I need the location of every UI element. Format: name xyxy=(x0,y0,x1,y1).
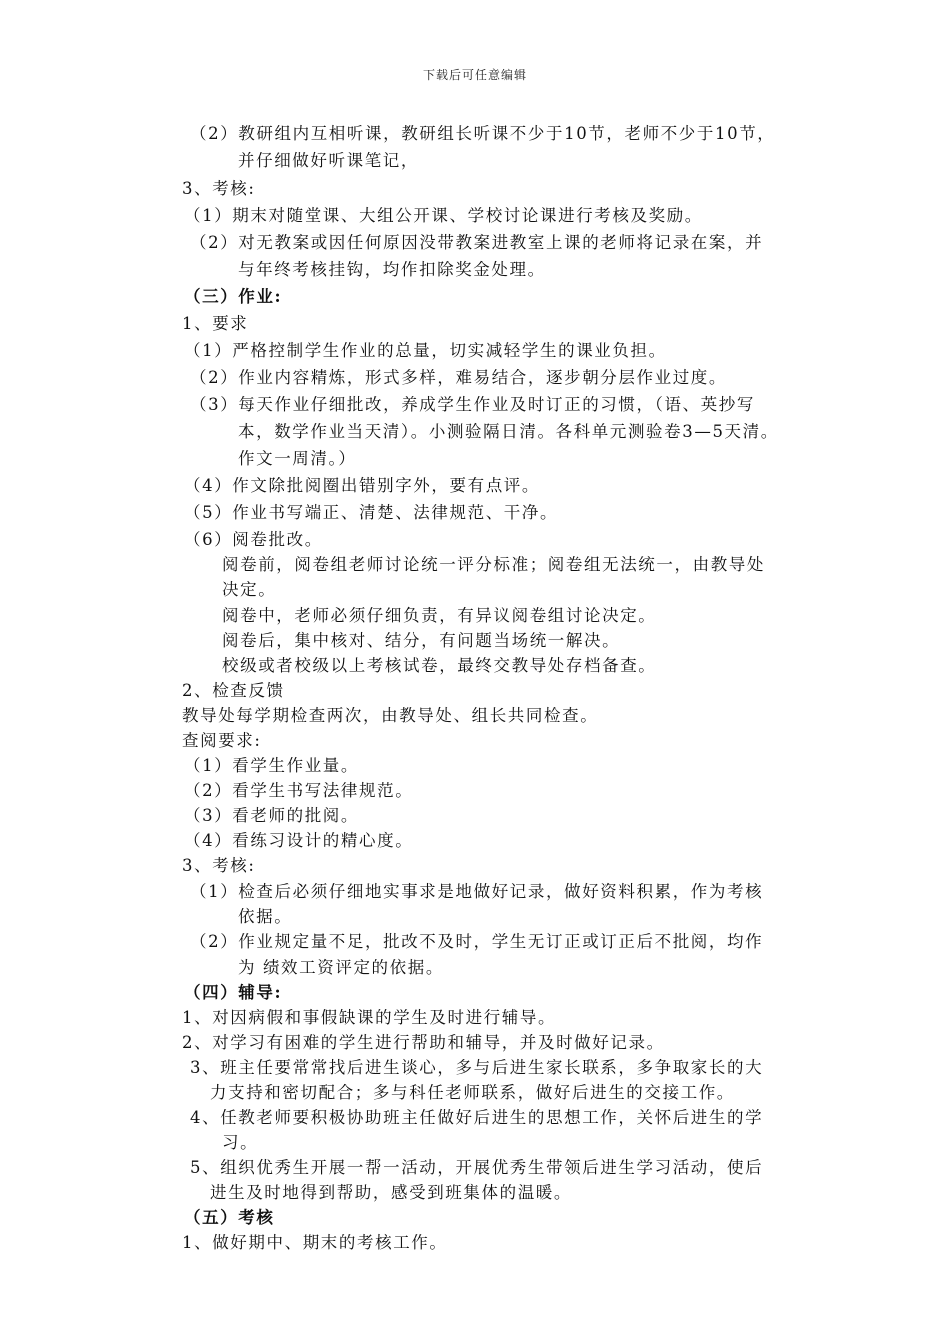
text-line: 教导处每学期检查两次，由教导处、组长共同检查。 xyxy=(182,706,599,725)
text-line: （6）阅卷批改。 xyxy=(184,530,323,549)
text-line: （5）作业书写端正、清楚、法律规范、干净。 xyxy=(184,503,559,522)
text-line: 3、班主任要常常找后进生谈心，多与后进生家长联系，多争取家长的大 xyxy=(190,1058,764,1077)
text-line: （1）严格控制学生作业的总量，切实减轻学生的课业负担。 xyxy=(184,341,667,360)
text-line: （2）作业规定量不足，批改不及时，学生无订正或订正后不批阅，均作 xyxy=(190,932,764,951)
text-line: 与年终考核挂钩，均作扣除奖金处理。 xyxy=(238,260,546,279)
section-subheading: 3、考核: xyxy=(182,856,256,875)
section-heading-homework: （三）作业: xyxy=(184,287,283,306)
text-line: 进生及时地得到帮助，感受到班集体的温暖。 xyxy=(210,1183,572,1202)
text-line: （2）对无教案或因任何原因没带教案进教室上课的老师将记录在案，并 xyxy=(190,233,764,252)
section-heading-tutoring: （四）辅导: xyxy=(184,983,283,1002)
page-header-note: 下载后可任意编辑 xyxy=(422,68,527,82)
section-subheading: 2、检查反馈 xyxy=(182,681,285,700)
text-line: （2）作业内容精炼，形式多样，难易结合，逐步朝分层作业过度。 xyxy=(190,368,727,387)
text-line: （1）期末对随堂课、大组公开课、学校讨论课进行考核及奖励。 xyxy=(184,206,703,225)
text-line: （2）看学生书写法律规范。 xyxy=(184,781,414,800)
text-line: 1、做好期中、期末的考核工作。 xyxy=(182,1233,448,1252)
text-line: 习。 xyxy=(222,1133,259,1152)
text-line: （3）看老师的批阅。 xyxy=(184,806,359,825)
section-heading-assessment: （五）考核 xyxy=(184,1208,275,1227)
text-line: （4）作文除批阅圈出错别字外，要有点评。 xyxy=(184,476,540,495)
text-line: 为 绩效工资评定的依据。 xyxy=(238,958,444,977)
text-line: 校级或者校级以上考核试卷，最终交教导处存档备查。 xyxy=(222,656,657,675)
text-line: （3）每天作业仔细批改，养成学生作业及时订正的习惯，（语、英抄写 xyxy=(190,395,755,414)
text-line: 4、任教老师要积极协助班主任做好后进生的思想工作，关怀后进生的学 xyxy=(190,1108,764,1127)
text-line: 5、组织优秀生开展一帮一活动，开展优秀生带领后进生学习活动，使后 xyxy=(190,1158,764,1177)
text-line: （1）看学生作业量。 xyxy=(184,756,359,775)
text-line: 本，数学作业当天清）。小测验隔日清。各科单元测验卷3—5天清。 xyxy=(238,422,779,441)
text-line: 阅卷中，老师必须仔细负责，有异议阅卷组讨论决定。 xyxy=(222,606,657,625)
text-line: 依据。 xyxy=(238,907,293,926)
text-line: 作文一周清。） xyxy=(238,449,357,468)
text-line: 力支持和密切配合；多与科任老师联系，做好后进生的交接工作。 xyxy=(210,1083,735,1102)
section-subheading: 1、要求 xyxy=(182,314,249,333)
text-line: 2、对学习有困难的学生进行帮助和辅导，并及时做好记录。 xyxy=(182,1033,665,1052)
text-line: 1、对因病假和事假缺课的学生及时进行辅导。 xyxy=(182,1008,557,1027)
text-line: 阅卷前，阅卷组老师讨论统一评分标准；阅卷组无法统一，由教导处 xyxy=(222,555,765,574)
text-line: 并仔细做好听课笔记， xyxy=(238,151,419,170)
section-subheading: 3、考核: xyxy=(182,179,256,198)
text-line: （4）看练习设计的精心度。 xyxy=(184,831,414,850)
text-line: （2）教研组内互相听课，教研组长听课不少于10节，老师不少于10节， xyxy=(190,124,776,143)
text-line: 查阅要求: xyxy=(182,731,262,750)
text-line: （1）检查后必须仔细地实事求是地做好记录，做好资料积累，作为考核 xyxy=(190,882,764,901)
text-line: 决定。 xyxy=(222,580,277,599)
text-line: 阅卷后，集中核对、结分，有问题当场统一解决。 xyxy=(222,631,621,650)
